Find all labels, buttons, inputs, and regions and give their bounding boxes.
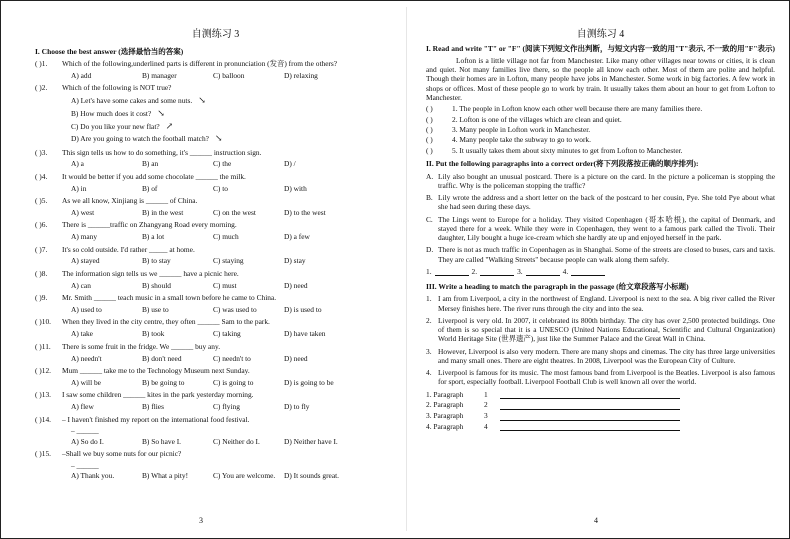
left-page: [1, 1, 406, 538]
right-page-title: 自测练习 4: [576, 29, 625, 40]
blank-label: 4.: [562, 266, 569, 276]
question-stem: As we all know, Xinjiang is ______ of China.: [62, 196, 198, 206]
statement-text: 3. Many people in Lofton work in Manchester.: [452, 125, 591, 134]
intonation-down-arrow-icon: ↘: [157, 107, 165, 118]
answer-paren[interactable]: ( )3.: [35, 147, 48, 157]
question-stem: It would be better if you add some chocolate ______ the milk.: [62, 171, 246, 181]
paragraph-label: 3.: [426, 346, 432, 356]
option-d: D) relaxing: [284, 70, 318, 80]
heading-answer-line[interactable]: [500, 391, 680, 399]
answer-paren[interactable]: ( )9.: [35, 293, 48, 303]
option-a: A) many: [71, 232, 98, 242]
question-11: [35, 342, 396, 363]
answer-paren[interactable]: ( )13.: [35, 390, 52, 400]
row-number: 2: [484, 400, 488, 410]
paragraph-text: Lily wrote the address and a short letter on the back of the postcard to her cousin, Pye. She told Pye about what she had seen during these days.: [438, 193, 775, 212]
option-b: B) don't need: [142, 353, 182, 363]
option-c: C) on the west: [213, 207, 256, 217]
option-b: B) use to: [142, 305, 169, 315]
question-stem: This sign tells us how to do something, it's ______ instruction sign.: [62, 147, 262, 157]
option-d: D) to the west: [284, 207, 326, 217]
option-d: D) Are you going to watch the football match?: [71, 134, 209, 144]
answer-paren[interactable]: ( )10.: [35, 317, 52, 327]
dialogue-blank: – ______: [71, 460, 99, 470]
answer-blank[interactable]: [526, 267, 560, 276]
option-d: D) with: [284, 183, 307, 193]
option-d: D) have taken: [284, 329, 326, 339]
question-3: [35, 148, 396, 169]
row-label: 1. Paragraph: [426, 389, 464, 399]
option-a: A) Thank you.: [71, 471, 115, 481]
paragraph-text: The Lings went to Europe for a holiday. They visited Copenhagen (哥本哈根), the capital of Denmark, and stayed there for a week. While they were in Copenhagen, they went to a famous park called the Tivoli. Their daughter, Lily bought a huge ice-cream which she hardly ate up and enjoyed herself in the park.: [438, 214, 775, 242]
paragraph-text: There is not as much traffic in Copenhagen as in Shanghai. Some of the streets are closed to buses, cars and taxis. They are called "Walking Streets" because people can walk along them safely.: [438, 245, 775, 264]
answer-paren[interactable]: ( )4.: [35, 171, 48, 181]
right-page: [406, 1, 789, 538]
option-d: D) It sounds great.: [284, 471, 340, 481]
statement-text: 1. The people in Lofton know each other well because there are many families there.: [452, 104, 703, 114]
option-b: B) flies: [142, 402, 164, 412]
question-2: [35, 83, 396, 144]
question-13: [35, 390, 396, 411]
answer-paren[interactable]: ( ): [426, 145, 433, 155]
answer-blank[interactable]: [571, 267, 605, 276]
paragraph-text: Liverpool is very old. In 2007, it celebrated its 800th birthday. The city has over 2,500 protected buildings. One of them is so special that it is a UNESCO (United Nations Educational, Scientific and Cultural Organization) World Heritage Site (世界遗产), just like the Summer Palace and the Great Wall in China.: [438, 315, 775, 344]
answer-paren[interactable]: ( )7.: [35, 244, 48, 254]
question-14: [35, 415, 396, 446]
option-b: B) What a pity!: [142, 471, 189, 481]
option-c: C) Neither do I.: [213, 436, 260, 446]
blank-label: 3.: [517, 266, 523, 276]
option-d: D) to fly: [284, 402, 310, 412]
section-3-heading: III. Write a heading to match the paragraph in the passage (给文章段落写小标题): [426, 282, 689, 291]
heading-answer-line[interactable]: [500, 402, 680, 410]
question-8: [35, 269, 396, 290]
intonation-down-arrow-icon: ↘: [214, 133, 223, 144]
answer-paren[interactable]: ( ): [426, 114, 433, 124]
question-12: [35, 366, 396, 387]
option-b: B) How much does it cost?: [71, 108, 152, 118]
question-10: [35, 317, 396, 338]
section-2-heading: II. Put the following paragraphs into a correct order(将下列段落按正确的顺序排列):: [426, 159, 699, 169]
question-stem: There is some fruit in the fridge. We ______ buy any.: [62, 341, 221, 351]
paragraph-text: Liverpool is famous for its music. The most famous band from Liverpool is the Beatles. Liverpool is also famous for sport, especially football. Liverpool Football Club is well known all over the world.: [438, 368, 775, 387]
option-a: A) stayed: [71, 256, 100, 266]
question-1: [35, 59, 396, 80]
answer-paren[interactable]: ( )15.: [35, 449, 52, 459]
option-d: D) is used to: [284, 305, 322, 315]
statement-text: 4. Many people take the subway to go to work.: [452, 135, 591, 145]
paragraph-label: 4.: [426, 368, 432, 378]
dialogue-blank: – ______: [71, 426, 99, 436]
option-b: B) an: [142, 159, 159, 169]
left-section-heading: I. Choose the best answer (选择最恰当的答案): [35, 46, 184, 56]
option-b: B) to stay: [142, 256, 171, 266]
option-c: C) flying: [213, 402, 240, 412]
order-answer-blanks: [426, 267, 775, 276]
row-number: 3: [484, 411, 488, 421]
option-d: D) Neither have I.: [284, 436, 338, 446]
option-a: A) Let's have some cakes and some nuts.: [71, 96, 193, 105]
blank-label: 2.: [471, 266, 478, 276]
intonation-down-arrow-icon: ↘: [198, 95, 206, 105]
option-d: D) need: [284, 280, 308, 290]
option-b: B) be going to: [142, 377, 185, 387]
option-b: B) a lot: [142, 232, 165, 242]
option-d: D) need: [284, 353, 308, 363]
option-a: A) needn't: [71, 353, 102, 363]
option-b: B) in the west: [142, 207, 184, 217]
option-b: B) manager: [142, 70, 177, 80]
answer-paren[interactable]: ( )2.: [35, 83, 48, 93]
question-7: [35, 245, 396, 266]
row-number: 4: [484, 422, 488, 432]
option-c: C) is going to: [213, 377, 254, 387]
row-number: 1: [484, 389, 488, 399]
question-stem: Which of the following is NOT true?: [62, 83, 172, 93]
question-stem: Mum ______ take me to the Technology Museum next Sunday.: [62, 366, 250, 376]
option-b: B) So have I.: [142, 436, 181, 446]
left-page-title: 自测练习 3: [191, 29, 240, 40]
question-stem: When they lived in the city centre, they often ______ Sam to the park.: [62, 317, 270, 327]
answer-paren[interactable]: ( )6.: [35, 220, 48, 230]
option-c: C) balloon: [213, 70, 245, 80]
question-15: [35, 449, 396, 480]
answer-blank[interactable]: [435, 267, 469, 276]
option-a: A) flew: [71, 402, 94, 412]
option-a: A) a: [71, 159, 84, 169]
question-5: [35, 196, 396, 217]
question-stem: There is ______traffic on Zhangyang Road every morning.: [62, 220, 237, 230]
question-stem: I saw some children ______ kites in the park yesterday morning.: [62, 390, 254, 400]
row-label: 3. Paragraph: [426, 411, 464, 421]
option-a: A) in: [71, 183, 87, 193]
paragraph-label: B.: [426, 193, 433, 202]
question-stem: – I haven't finished my report on the international food festival.: [62, 414, 250, 424]
answer-paren[interactable]: ( )14.: [35, 414, 52, 424]
paragraph-label: A.: [426, 171, 434, 181]
option-c: C) to: [213, 183, 228, 193]
intonation-up-arrow-icon: ↗: [165, 120, 174, 131]
option-b: B) should: [142, 280, 171, 290]
option-a: A) will be: [71, 377, 101, 387]
option-c: C) was used to: [213, 305, 257, 315]
row-label: 4. Paragraph: [426, 422, 464, 432]
paragraph-label: 1.: [426, 294, 432, 304]
question-4: [35, 172, 396, 193]
option-c: C) taking: [213, 329, 241, 339]
option-a: A) So do I.: [71, 436, 104, 446]
option-a: A) add: [71, 70, 92, 80]
answer-paren[interactable]: ( ): [426, 135, 433, 145]
option-a: A) take: [71, 329, 93, 339]
answer-blank[interactable]: [480, 267, 514, 276]
page-number: 4: [594, 516, 598, 525]
option-c: C) must: [213, 280, 237, 290]
question-stem: The information sign tells us we ______ have a picnic here.: [62, 268, 239, 278]
lofton-passage: Lofton is a little village not far from Manchester. Like many other villages near towns or cities, it is clean and quiet. Not many families live there, so the people all know each other. Most of them are polite and helpful. Though their homes are in Lofton, many people have jobs in Manchester. Some work in big factories. A few work in shops or offices. Most of these people go to work by train. It usually takes them about an hour to get from Lofton to Manchester.: [426, 55, 775, 102]
paragraph-text: I am from Liverpool, a city in the northwest of England. Liverpool is next to the sea. A big river called the River Mersey finishes here. The river runs through the city and into the sea.: [438, 294, 775, 313]
option-c: C) needn't to: [213, 353, 251, 363]
option-a: A) can: [71, 280, 91, 290]
option-a: A) used to: [71, 305, 102, 315]
question-stem: It's so cold outside. I'd rather _____ at home.: [62, 244, 195, 254]
paragraph-text: However, Liverpool is also very modern. There are many shops and cinemas. The city has three large universities and many small ones. There are eight theatres. In 2008, Liverpool was the European City of Culture.: [438, 346, 775, 365]
page-number: 3: [199, 516, 203, 525]
question-9: [35, 293, 396, 314]
answer-paren[interactable]: ( ): [426, 104, 433, 114]
answer-paren[interactable]: ( )1.: [35, 58, 48, 68]
statement-text: 5. It usually takes them about sixty minutes to get from Lofton to Manchester.: [452, 145, 683, 155]
option-c: C) Do you like your new flat?: [71, 121, 160, 131]
option-a: A) west: [71, 207, 95, 217]
option-d: D) /: [284, 159, 296, 169]
blank-label: 1.: [426, 266, 432, 276]
question-stem: Which of the following,underlined parts is different in pronunciation (发音) from the others?: [62, 58, 338, 68]
question-stem: –Shall we buy some nuts for our picnic?: [62, 449, 182, 459]
answer-paren[interactable]: ( )5.: [35, 196, 48, 206]
heading-answer-rows: [426, 390, 775, 432]
paragraph-label: D.: [426, 245, 434, 255]
paragraph-text: Lily also bought an unusual postcard. There is a picture on the card. In the picture a policeman is stopping the traffic. Why is the policeman stopping the traffic?: [438, 171, 775, 190]
option-d: D) is going to be: [284, 377, 334, 387]
question-stem: Mr. Smith ______ teach music in a small town before he came to China.: [62, 293, 277, 303]
answer-paren[interactable]: ( )12.: [35, 366, 52, 376]
answer-paren[interactable]: ( ): [426, 125, 433, 134]
option-c: C) much: [213, 232, 239, 242]
option-b: B) took: [142, 329, 165, 339]
section-1-heading: I. Read and write "T" or "F" (阅读下列短文作出判断，与短文内容一致的用"T"表示, 不一致的用"F"表示): [426, 43, 775, 53]
option-d: D) stay: [284, 256, 306, 266]
heading-answer-line[interactable]: [500, 413, 680, 421]
heading-answer-line[interactable]: [500, 423, 680, 431]
answer-paren[interactable]: ( )11.: [35, 341, 51, 351]
option-c: C) the: [213, 159, 232, 169]
paragraph-label: C.: [426, 214, 433, 224]
option-d: D) a few: [284, 232, 310, 242]
statement-text: 2. Lofton is one of the villages which are clean and quiet.: [452, 114, 622, 124]
option-c: C) staying: [213, 256, 244, 266]
option-c: C) You are welcome.: [213, 471, 276, 481]
true-false-list: [426, 104, 775, 155]
paragraph-label: 2.: [426, 315, 432, 325]
row-label: 2. Paragraph: [426, 400, 464, 410]
answer-paren[interactable]: ( )8.: [35, 268, 48, 278]
question-6: [35, 220, 396, 241]
option-b: B) of: [142, 183, 158, 193]
